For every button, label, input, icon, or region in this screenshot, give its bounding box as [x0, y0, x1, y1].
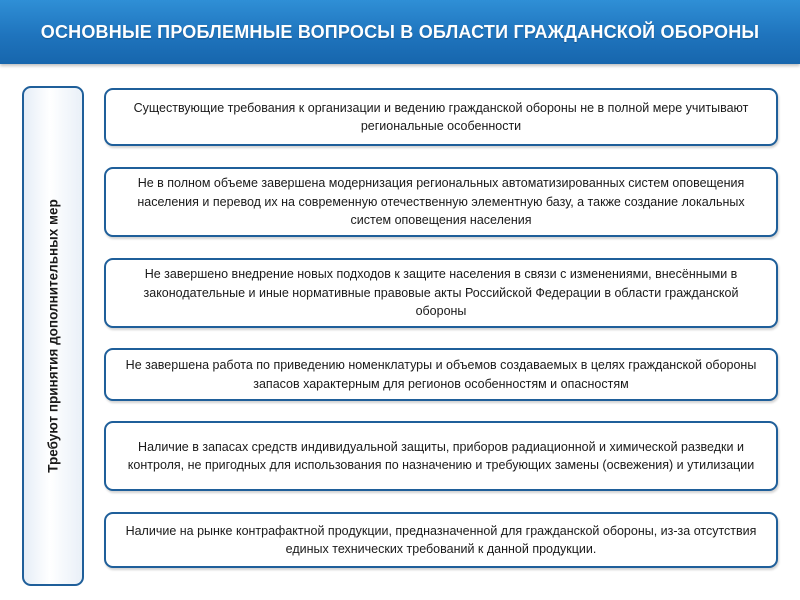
issue-box [104, 348, 778, 401]
side-category-label: Требуют принятия дополнительных мер [45, 199, 61, 473]
issue-box [104, 512, 778, 568]
issue-box [104, 258, 778, 328]
side-category-box [22, 86, 84, 586]
issue-text: Не завершена работа по приведению номенклатуры и объемов создаваемых в целях гражданской обороны запасов характерным для регионов особенностям и опасностям [125, 358, 757, 391]
issue-box [104, 167, 778, 237]
issue-text: Наличие на рынке контрафактной продукции, предназначенной для гражданской обороны, из-за отсутствия единых технических требований к данной продукции. [125, 523, 757, 556]
issue-text: Существующие требования к организации и ведению гражданской обороны не в полной мере учитывают региональные особенности [133, 100, 749, 133]
issue-box [104, 88, 778, 146]
issue-text: Не в полном объеме завершена модернизация региональных автоматизированных систем оповещения населения и перевод их на современную отечественную элементную базу, а также создание локальных систем оповещения населения [137, 176, 745, 228]
issue-text: Не завершено внедрение новых подходов к защите населения в связи с изменениями, внесёнными в законодательные и иные нормативные правовые акты Российской Федерации в области гражданской обороны [143, 267, 739, 319]
header-banner [0, 0, 800, 64]
issue-text: Наличие в запасах средств индивидуальной защиты, приборов радиационной и химической разведки и контроля, не пригодных для использования по назначению и требующих замены (освежения) и утилизации [127, 439, 755, 472]
page-title: ОСНОВНЫЕ ПРОБЛЕМНЫЕ ВОПРОСЫ В ОБЛАСТИ ГРАЖДАНСКОЙ ОБОРОНЫ [40, 21, 760, 42]
issue-box [104, 421, 778, 491]
